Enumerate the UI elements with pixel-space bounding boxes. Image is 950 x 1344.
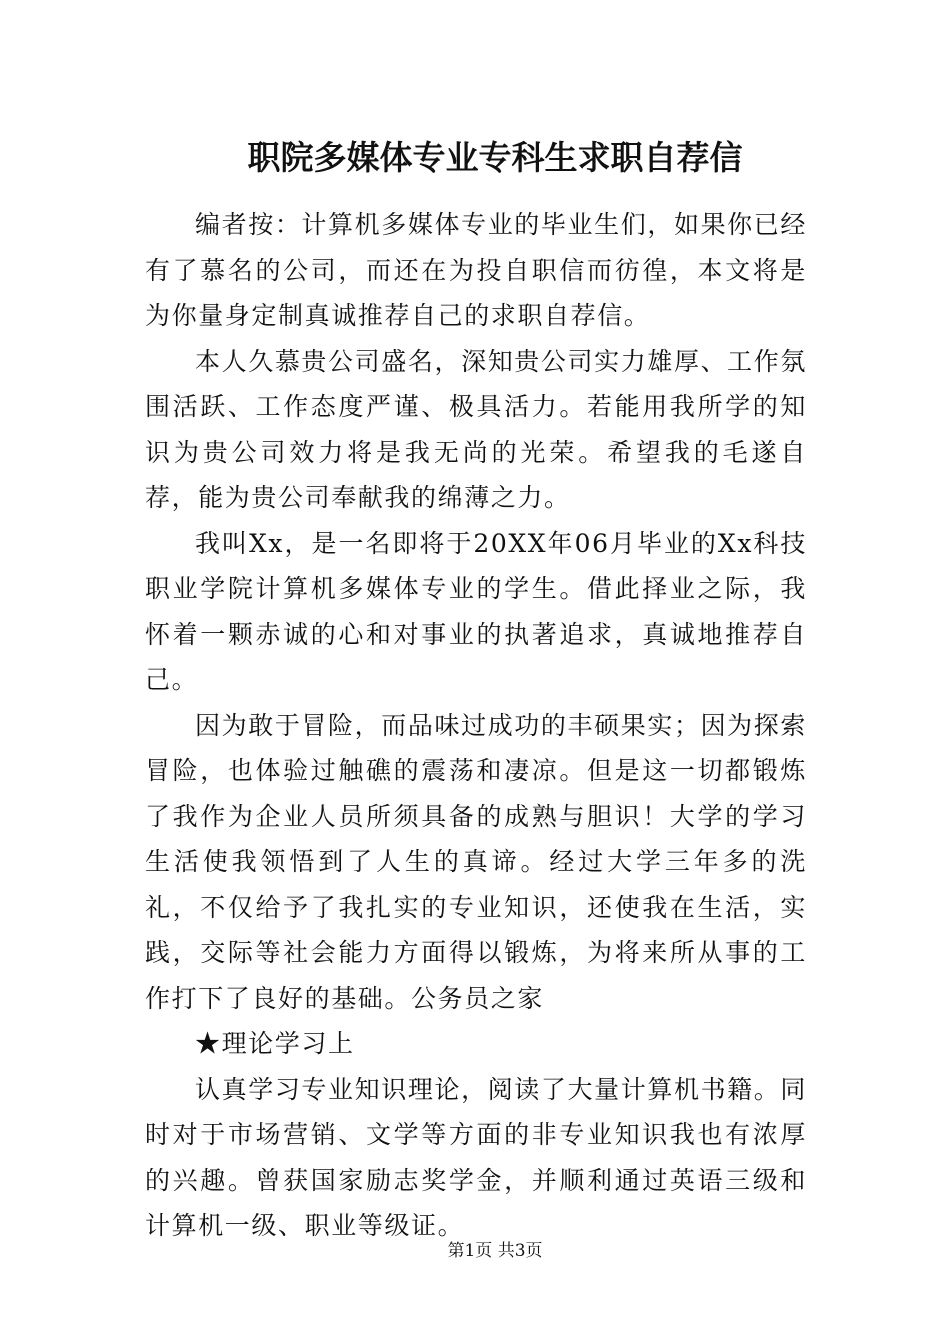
paragraph-experience: 因为敢于冒险，而品味过成功的丰硕果实；因为探索冒险，也体验过触礁的震荡和凄凉。但是这一切都锻炼了我作为企业人员所须具备的成熟与胆识！大学的学习生活使我领悟到了人生的真谛。经过大学三年多的洗礼，不仅给予了我扎实的专业知识，还使我在生活，实践，交际等社会能力方面得以锻炼，为将来所从事的工作打下了良好的基础。公务员之家	[145, 710, 807, 1013]
paragraph-self-introduction: 我叫Xx，是一名即将于20XX年06月毕业的Xx科技职业学院计算机多媒体专业的学生。借此择业之际，我怀着一颗赤诚的心和对事业的执著追求，真诚地推荐自己。	[145, 528, 807, 694]
paragraph-intro: 本人久慕贵公司盛名，深知贵公司实力雄厚、工作氛围活跃、工作态度严谨、极具活力。若能用我所学的知识为贵公司效力将是我无尚的光荣。希望我的毛遂自荐，能为贵公司奉献我的绵薄之力。	[145, 346, 807, 512]
document-body	[145, 202, 807, 1249]
document-title: 职院多媒体专业专科生求职自荐信	[247, 138, 743, 177]
paragraph-editor-note: 编者按：计算机多媒体专业的毕业生们，如果你已经有了慕名的公司，而还在为投自职信而彷徨，本文将是为你量身定制真诚推荐自己的求职自荐信。	[145, 210, 807, 330]
page-number-footer: 第1页 共3页	[447, 1241, 543, 1261]
section-heading-theory-study: ★理论学习上	[195, 1029, 355, 1058]
paragraph-theory-study: 认真学习专业知识理论，阅读了大量计算机书籍。同时对于市场营销、文学等方面的非专业知识我也有浓厚的兴趣。曾获国家励志奖学金，并顺利通过英语三级和计算机一级、职业等级证。	[145, 1074, 807, 1240]
